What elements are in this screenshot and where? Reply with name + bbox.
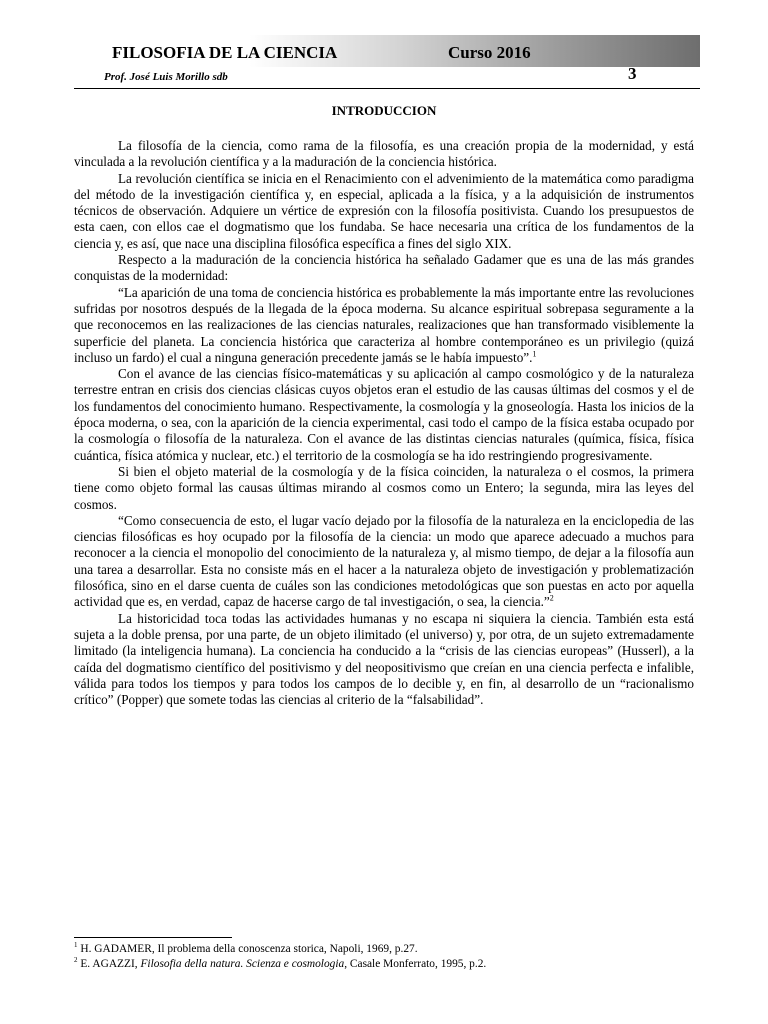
footnote-2 — [74, 957, 694, 972]
block-quote-gadamer — [74, 285, 694, 366]
header-title: FILOSOFIA DE LA CIENCIA — [112, 43, 338, 62]
paragraph-3: Respecto a la maduración de la conciencia histórica ha señalado Gadamer que es una de las más grandes conquistas de la modernidad: — [74, 252, 694, 284]
block-quote-agazzi — [74, 513, 694, 611]
header-course: Curso 2016 — [448, 43, 531, 62]
footnote-2-number: 2 — [74, 956, 78, 965]
footnote-1-text: H. GADAMER, Il problema della conoscenza storica, Napoli, 1969, p.27. — [77, 943, 418, 955]
paragraph-6: La historicidad toca todas las actividades humanas y no escapa ni siquiera la ciencia. También esta está sujeta a la doble prensa, por una parte, de un objeto ilimitado (el universo) y, por otra, de un sujeto extremadamente limitado (la inteligencia humana). La conciencia ha conducido a la “crisis de las ciencias europeas” (Husserl), a la caída del dogmatismo científico del positivismo y del neopositivismo que creían en una ciencia perfecta e infalible, válida para todos los tiempos y para todos los campos de lo decible y, en fin, al desarrollo de un “racionalismo crítico” (Popper) que somete todas las ciencias al criterio de la “falsabilidad”. — [74, 610, 694, 708]
document-body — [74, 138, 694, 708]
footnote-2-title: Filosofia della natura. Scienza e cosmologia — [140, 958, 345, 970]
footnote-divider — [74, 937, 232, 938]
quote-gadamer-text: “La aparición de una toma de conciencia histórica es probablemente la más importante entre las revoluciones sufridas por nosotros después de la llegada de la época moderna. Su alcance espiritual sobrepasa seguramente a la que reconocemos en las realizaciones de las ciencias naturales, realizaciones que han transformado visiblemente la superficie del planeta. La conciencia histórica que caracteriza al hombre contemporáneo es un privilegio (quizá incluso un fardo) el cual a ninguna generación precedente jamás se le había impuesto”. — [74, 284, 694, 365]
paragraph-5: Si bien el objeto material de la cosmología y de la física coinciden, la naturaleza o el cosmos, la primera tiene como objeto formal las causas últimas mirando al cosmos como un Entero; la segunda, mira las leyes del cosmos. — [74, 463, 694, 512]
footnotes — [74, 942, 694, 972]
footnote-ref-2: 2 — [549, 593, 554, 603]
paragraph-1: La filosofía de la ciencia, como rama de la filosofía, es una creación propia de la modernidad, y está vinculada a la revolución científica y a la maduración de la conciencia histórica. — [74, 138, 694, 170]
footnote-1-number: 1 — [74, 941, 78, 950]
footnote-2-prefix: E. AGAZZI, — [77, 958, 141, 970]
section-title: INTRODUCCION — [331, 103, 437, 118]
header-professor: Prof. José Luis Morillo sdb — [104, 71, 228, 83]
footnote-ref-1: 1 — [532, 349, 537, 359]
paragraph-4: Con el avance de las ciencias físico-matemáticas y su aplicación al campo cosmológico y de la naturaleza terrestre entran en crisis dos ciencias clásicas cuyos objetos eran el estudio de las causas últimas del cosmos y el de los fundamentos del conocimiento humano. Respectivamente, la cosmología y la gnoseología. Hasta los inicios de la época moderna, o sea, con la aparición de la ciencia experimental, casi todo el campo de la física estaba ocupado por la cosmología o filosofía de la naturaleza. Con el avance de las distintas ciencias naturales (química, física, física cuántica, física atómica y nuclear, etc.) el territorio de la cosmología se ha ido restringiendo progresivamente. — [74, 366, 694, 463]
quote-agazzi-text: “Como consecuencia de esto, el lugar vacío dejado por la filosofía de la naturaleza en la enciclopedia de las ciencias filosóficas es hoy ocupado por la filosofía de la ciencia: un modo que aparece adecuado a muchos para reconocer a la ciencia el monopolio del conocimiento de la naturaleza y, al mismo tiempo, de dejar a la filosofía aun una tarea a desarrollar. Esta no consiste más en el hacer a la naturaleza objeto de investigación y problematización filosófica, sino en el darse cuenta de cuáles son las condiciones metodológicas que son puestas en acto por aquella actividad que es, en verdad, capaz de hacerse cargo de tal investigación, o sea, la ciencia.” — [74, 512, 694, 610]
footnote-2-suffix: , Casale Monferrato, 1995, p.2. — [344, 958, 487, 970]
header-divider — [74, 88, 700, 89]
footnote-1 — [74, 942, 694, 957]
paragraph-2: La revolución científica se inicia en el Renacimiento con el advenimiento de la matemática como paradigma del método de la investigación científica y, en especial, aplicada a la física, y a la adquisición de instrumentos técnicos de observación. Adquiere un vértice de expresión con la filosofía positivista. Cuando los presupuestos de esta caen, con ellos cae el dogmatismo que los fundaba. Se hace necesaria una crítica de los fundamentos de la ciencia y, es así, que nace una disciplina filosófica específica a fines del siglo XIX. — [74, 170, 694, 251]
page-number: 3 — [628, 64, 637, 83]
